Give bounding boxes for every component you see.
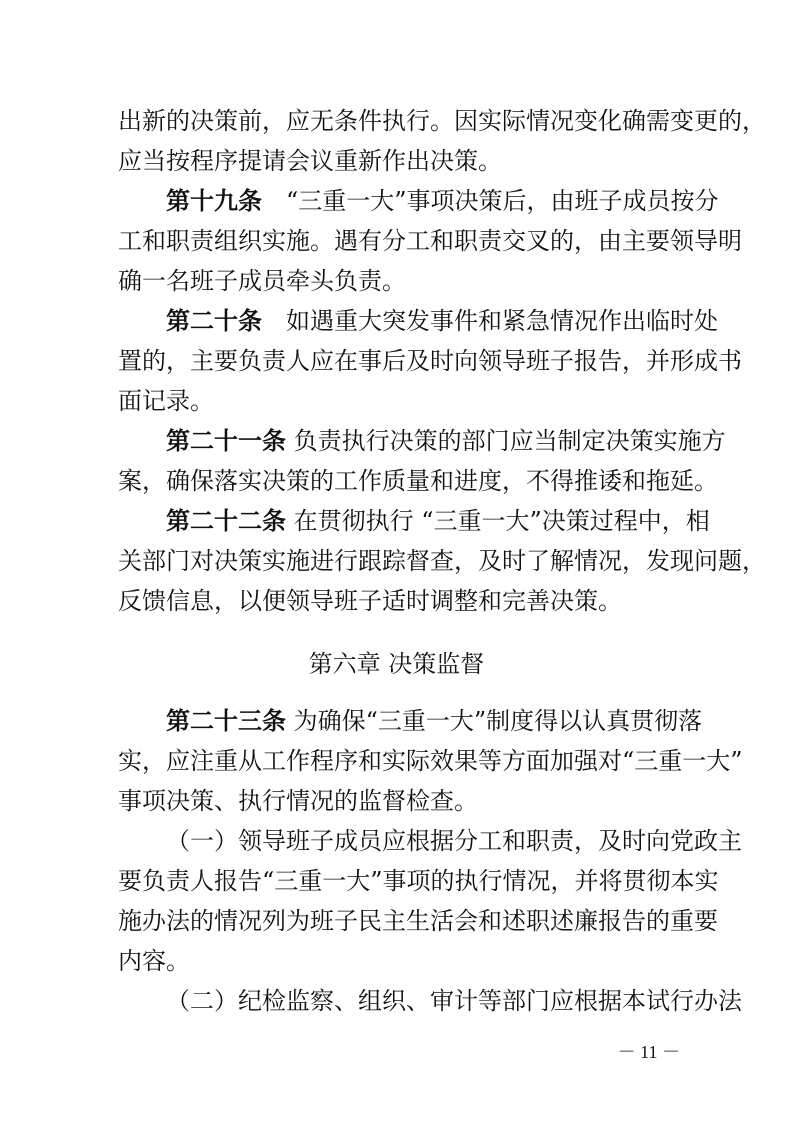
line-text: 内容。 [118, 947, 190, 975]
line-text: 关部门对决策实施进行跟踪督查，及时了解情况，发现问题， [118, 547, 766, 575]
paragraph-line [166, 424, 726, 458]
paragraph-line [166, 304, 718, 338]
line-text: 事项决策、执行情况的监督检查。 [118, 787, 478, 815]
paragraph-line [118, 344, 742, 378]
line-text: 要负责人报告“三重一大”事项的执行情况，并将贯彻本实 [118, 867, 719, 895]
paragraph-line [118, 224, 742, 258]
line-text: 确一名班子成员牵头负责。 [118, 267, 406, 295]
chapter-heading: 第六章 决策监督 [308, 650, 485, 678]
paragraph-line [166, 184, 719, 218]
line-text: 实，应注重从工作程序和实际效果等方面加强对“三重一大” [118, 747, 743, 775]
line-text: 施办法的情况列为班子民主生活会和述职述廉报告的重要 [118, 907, 718, 935]
paragraph-line [118, 904, 718, 938]
line-text: 在贯彻执行 “三重一大”决策过程中，相 [286, 507, 710, 535]
line-text: 如遇重大突发事件和紧急情况作出临时处 [262, 307, 718, 335]
paragraph-line [166, 704, 703, 738]
paragraph-line [118, 464, 718, 498]
line-text: “三重一大”事项决策后，由班子成员按分 [262, 187, 719, 215]
line-text: 出新的决策前，应无条件执行。因实际情况变化确需变更的， [118, 107, 766, 135]
line-text: 应当按程序提请会议重新作出决策。 [118, 147, 502, 175]
article-number: 第二十三条 [166, 707, 286, 735]
paragraph-line [118, 144, 678, 178]
paragraph-line [166, 824, 742, 858]
line-text: 置的，主要负责人应在事后及时向领导班子报告，并形成书 [118, 347, 742, 375]
line-text: 工和职责组织实施。遇有分工和职责交叉的，由主要领导明 [118, 227, 742, 255]
article-number: 第二十条 [166, 307, 262, 335]
paragraph-line [118, 744, 743, 778]
line-text: 反馈信息，以便领导班子适时调整和完善决策。 [118, 587, 622, 615]
paragraph-line [118, 544, 766, 578]
paragraph-line [118, 584, 678, 618]
line-text: 案，确保落实决策的工作质量和进度，不得推诿和拖延。 [118, 467, 718, 495]
page-number: － 11 － [617, 1042, 680, 1062]
paragraph-line [166, 984, 742, 1018]
paragraph-line [118, 864, 719, 898]
line-text: 负责执行决策的部门应当制定决策实施方 [286, 427, 726, 455]
line-text: （一）领导班子成员应根据分工和职责，及时向党政主 [166, 827, 742, 855]
paragraph-line [118, 264, 678, 298]
paragraph-line [118, 384, 678, 418]
paragraph-line [118, 104, 766, 138]
article-number: 第二十一条 [166, 427, 286, 455]
article-number: 第二十二条 [166, 507, 286, 535]
line-text: （二）纪检监察、组织、审计等部门应根据本试行办法 [166, 987, 742, 1015]
line-text: 为确保“三重一大”制度得以认真贯彻落 [286, 707, 703, 735]
paragraph-line [118, 944, 678, 978]
article-number: 第十九条 [166, 187, 262, 215]
line-text: 面记录。 [118, 387, 214, 415]
paragraph-line [166, 504, 710, 538]
paragraph-line [118, 784, 678, 818]
